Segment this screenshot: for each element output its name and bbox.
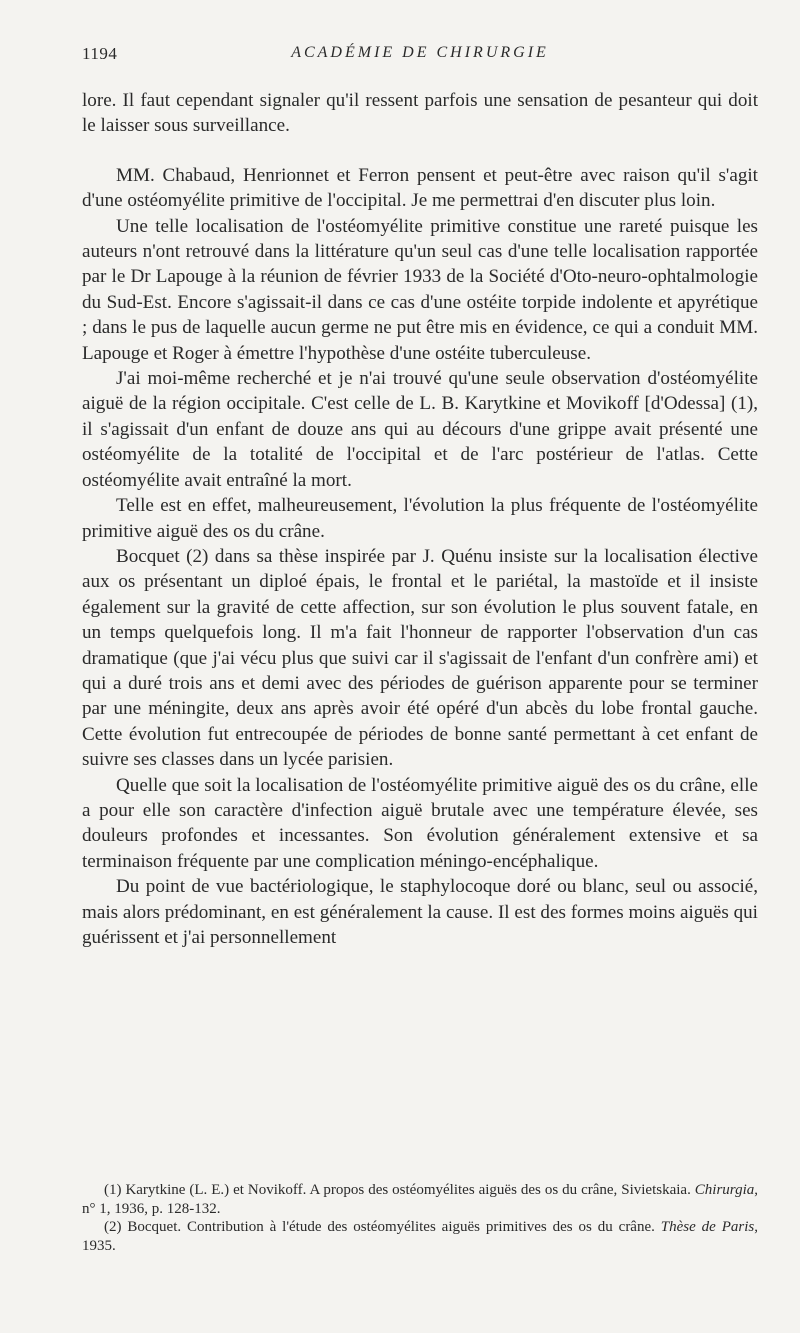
paragraph-8: Du point de vue bactériologique, le staphylocoque doré ou blanc, seul ou associé, mais alors prédominant, en est généralement la cause. Il est des formes moins aiguës qui guérissent et j'ai personnellement [82, 876, 758, 948]
paragraph-4: J'ai moi-même recherché et je n'ai trouvé qu'une seule observation d'ostéomyélite aiguë de la région occipitale. C'est celle de L. B. Karytkine et Movikoff [d'Odessa] (1), il s'agissait d'un enfant de douze ans qui au décours d'une grippe avait présenté une ostéomyélite de la totalité de l'occipital et de l'arc postérieur de l'atlas. Cette ostéomyélite avait entraîné la mort. [82, 368, 758, 491]
paragraph-7: Quelle que soit la localisation de l'ostéomyélite primitive aiguë des os du crâne, elle a pour elle son caractère d'infection aiguë brutale avec une température élevée, ses douleurs profondes et incessantes. Son évolution généralement extensive et sa terminaison fréquente par une complication méningo-encéphalique. [82, 774, 758, 872]
footnote-2 [82, 1218, 758, 1255]
footnote-1-tail: , n° 1, 1936, p. 128-132. [82, 1182, 758, 1217]
paragraph-2: MM. Chabaud, Henrionnet et Ferron pensent et peut-être avec raison qu'il s'agit d'une ostéomyélite primitive de l'occipital. Je me permettrai d'en discuter plus loin. [82, 164, 758, 212]
running-title: ACADÉMIE DE CHIRURGIE [291, 44, 549, 61]
footnote-1-journal: Chirurgia [694, 1182, 755, 1198]
footnote-1 [82, 1181, 758, 1218]
paragraph-3: Une telle localisation de l'ostéomyélite primitive constitue une rareté puisque les auteurs n'ont retrouvé dans la littérature qu'un seul cas d'une telle localisation rapportée par le Dr Lapouge à la réunion de février 1933 de la Société d'Oto-neuro-ophtalmologie du Sud-Est. Encore s'agissait-il dans ce cas d'une ostéite torpide indolente et apyrétique ; dans le pus de laquelle aucun germe ne put être mis en évidence, ce qui a conduit MM. Lapouge et Roger à émettre l'hypothèse d'une ostéite tuberculeuse. [82, 215, 758, 364]
page-number: 1194 [82, 44, 118, 63]
footnote-2-tail: , 1935. [82, 1219, 758, 1254]
paragraph-6: Bocquet (2) dans sa thèse inspirée par J. Quénu insiste sur la localisation élective aux os présentant un diploé épais, le frontal et le pariétal, la mastoïde et il insiste également sur la gravité de cette affection, sur son évolution le plus souvent fatale, en un temps quelquefois long. Il m'a fait l'honneur de rapporter l'observation d'un cas dramatique (que j'ai vécu plus que suivi car il s'agissait de l'enfant d'un confrère ami) et qui a duré trois ans et demi avec des périodes de guérison apparente pour se terminer par une méningite, deux ans après avoir été opéré d'un abcès du lobe frontal gauche. Cette évolution fut entrecoupée de périodes de bonne santé permettant à cet enfant de suivre ses classes dans un lycée parisien. [82, 545, 758, 771]
paragraph-1: lore. Il faut cependant signaler qu'il ressent parfois une sensation de pesanteur qui doit le laisser sous surveillance. [82, 90, 758, 137]
footnote-2-text: (2) Bocquet. Contribution à l'étude des ostéomyélites aiguës primitives des os du crâne. [104, 1219, 661, 1235]
footnote-2-thesis: Thèse de Paris [660, 1219, 755, 1235]
footnote-1-text: (1) Karytkine (L. E.) et Novikoff. A propos des ostéomyélites aiguës des os du crâne, Sivietskaia. [104, 1182, 695, 1198]
footnotes [82, 1181, 758, 1255]
page-header [82, 44, 758, 70]
paragraph-5: Telle est en effet, malheureusement, l'évolution la plus fréquente de l'ostéomyélite primitive aiguë des os du crâne. [82, 495, 758, 542]
body-text [82, 88, 758, 950]
